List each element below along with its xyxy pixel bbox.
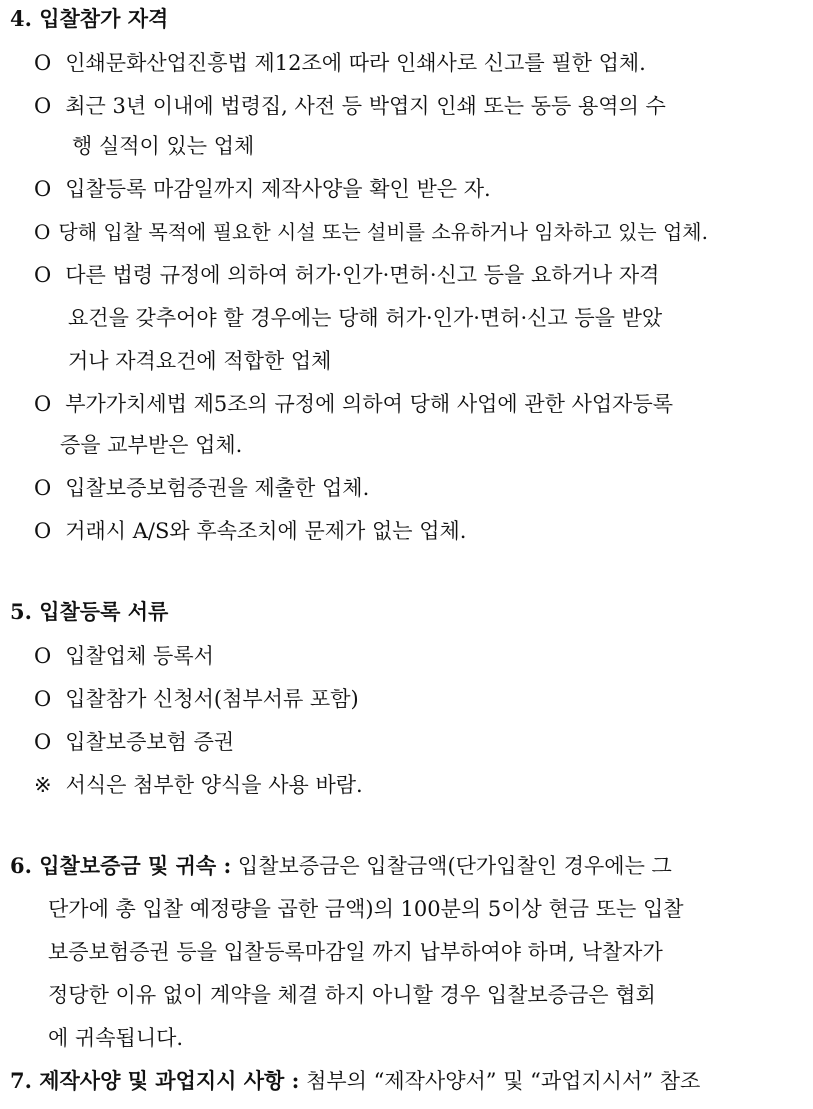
item-text: 다른 법령 규정에 의하여 허가·인가·면허·신고 등을 요하거나 자격 [65, 263, 660, 287]
bullet-mark: O [34, 392, 52, 416]
section4-item-6 [34, 389, 673, 419]
section6-text-4: 정당한 이유 없이 계약을 체결 하지 아니할 경우 입찰보증금은 협회 [48, 983, 656, 1007]
section6-first-line [10, 851, 672, 881]
bullet-mark: O [34, 263, 52, 287]
section4-item-8 [34, 516, 466, 546]
section4-item-5-cont-2: 거나 자격요건에 적합한 업체 [68, 349, 332, 373]
item-text: 최근 3년 이내에 법령집, 사전 등 박엽지 인쇄 또는 동등 용역의 수 [65, 94, 666, 118]
section5-item-3 [34, 727, 234, 757]
bullet-mark: O [34, 519, 52, 543]
section4-item-7 [34, 473, 369, 503]
item-text: 인쇄문화산업진흥법 제12조에 따라 인쇄사로 신고를 필한 업체. [65, 51, 646, 75]
section5-item-2 [34, 684, 359, 714]
section4-item-3 [34, 174, 491, 204]
section4-item-2 [34, 91, 666, 121]
section6-text-5: 에 귀속됩니다. [48, 1026, 184, 1050]
bullet-mark: O [34, 220, 51, 244]
item-text: 입찰등록 마감일까지 제작사양을 확인 받은 자. [65, 177, 491, 201]
section4-item-5-cont-1: 요건을 갖추어야 할 경우에는 당해 허가·인가·면허·신고 등을 받았 [68, 306, 663, 330]
section4-item-5 [34, 260, 659, 290]
bullet-mark: O [34, 644, 52, 668]
bullet-mark: O [34, 94, 52, 118]
item-text: 당해 입찰 목적에 필요한 시설 또는 설비를 소유하거나 임차하고 있는 업체. [58, 220, 708, 244]
item-text: 거래시 A/S와 후속조치에 문제가 없는 업체. [65, 519, 467, 543]
section6-text-2: 단가에 총 입찰 예정량을 곱한 금액)의 100분의 5이상 현금 또는 입찰 [48, 897, 684, 921]
item-text: 입찰보증보험 증권 [65, 730, 235, 754]
bullet-mark: O [34, 177, 52, 201]
item-text: 부가가치세법 제5조의 규정에 의하여 당해 사업에 관한 사업자등록 [65, 392, 674, 416]
section6-text-3: 보증보험증권 등을 입찰등록마감일 까지 납부하여야 하며, 낙찰자가 [48, 940, 663, 964]
section5-item-1 [34, 641, 214, 671]
section5-heading: 5. 입찰등록 서류 [10, 599, 169, 624]
section4-heading: 4. 입찰참가 자격 [10, 6, 169, 31]
section7-line [10, 1066, 700, 1096]
reference-mark: ※ [34, 773, 52, 797]
bullet-mark: O [34, 51, 52, 75]
bullet-mark: O [34, 730, 52, 754]
bullet-mark: O [34, 687, 52, 711]
item-text: 입찰업체 등록서 [65, 644, 214, 668]
section6-title: 6. 입찰보증금 및 귀속 : [10, 853, 232, 878]
section5-note [34, 770, 363, 800]
section4-item-4 [34, 217, 708, 247]
section7-title: 7. 제작사양 및 과업지시 사항 : [10, 1068, 300, 1093]
section6-text-1: 입찰보증금은 입찰금액(단가입찰인 경우에는 그 [237, 854, 672, 878]
item-text: 입찰참가 신청서(첨부서류 포함) [65, 687, 359, 711]
section4-item-1 [34, 48, 646, 78]
note-text: 서식은 첨부한 양식을 사용 바람. [65, 773, 363, 797]
section4-item-2-cont: 행 실적이 있는 업체 [72, 134, 255, 158]
bullet-mark: O [34, 476, 52, 500]
section4-item-6-cont: 증을 교부받은 업체. [60, 433, 243, 457]
section7-text: 첨부의 “제작사양서” 및 “과업지시서” 참조 [306, 1069, 701, 1093]
item-text: 입찰보증보험증권을 제출한 업체. [65, 476, 370, 500]
